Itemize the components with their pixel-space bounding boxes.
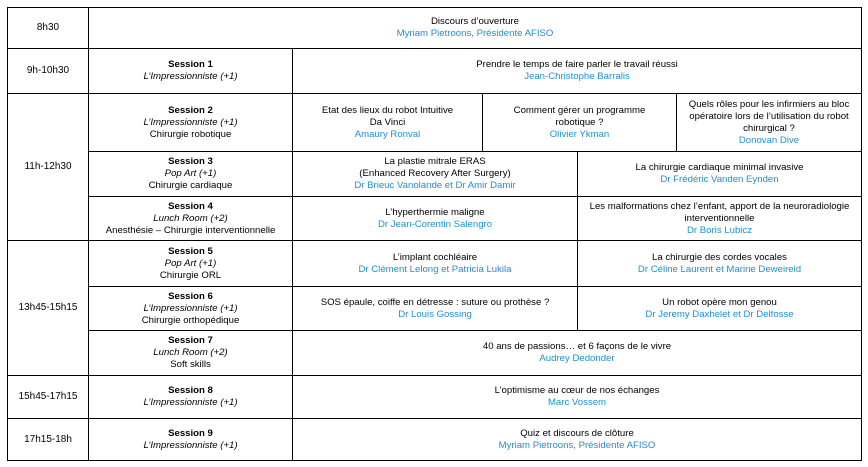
- session-room: Lunch Room (+2): [153, 212, 228, 224]
- talk-title: La chirurgie des cordes vocales: [652, 251, 787, 263]
- session-theme: Chirurgie orthopédique: [141, 314, 240, 326]
- session-theme: Soft skills: [170, 359, 211, 370]
- time-slot-label: 9h-10h30: [26, 65, 70, 76]
- time-slot-cell: [7, 375, 89, 419]
- session-room: L’Impressionniste (+1): [143, 439, 238, 451]
- session-cell: [88, 151, 293, 197]
- session-cell: [88, 196, 293, 241]
- talk-title: La plastie mitrale ERAS (Enhanced Recovery After Surgery): [359, 156, 511, 179]
- session-cell: [88, 286, 293, 331]
- talk-cell: [577, 240, 862, 287]
- session-cell: [88, 375, 293, 419]
- talk-title: La chirurgie cardiaque minimal invasive: [635, 162, 804, 173]
- session-room: L’Impressionniste (+1): [143, 71, 238, 82]
- talk-title: L’implant cochléaire: [392, 251, 478, 263]
- session-room: L’Impressionniste (+1): [143, 397, 238, 408]
- talk-speaker: Dr Clément Lelong et Patricia Lukila: [358, 263, 512, 275]
- talk-speaker: Olivier Ykman: [549, 128, 610, 140]
- talk-cell: [292, 151, 578, 197]
- session-room: Lunch Room (+2): [153, 347, 228, 358]
- session-name: Session 6: [168, 290, 213, 302]
- session-cell: [88, 48, 293, 94]
- talk-speaker: Amaury Ronval: [354, 128, 421, 140]
- talk-speaker: Dr Céline Laurent et Marine Deweireld: [637, 263, 802, 275]
- session-room: L’Impressionniste (+1): [143, 116, 238, 128]
- session-room: L’Impressionniste (+1): [143, 302, 238, 314]
- time-slot-cell: [7, 93, 89, 241]
- talk-speaker: Dr Boris Lubicz: [686, 224, 753, 236]
- session-theme: Anesthésie – Chirurgie interventionnelle: [105, 224, 276, 236]
- session-cell: [88, 93, 293, 152]
- time-slot-cell: [7, 7, 89, 49]
- session-room: Pop Art (+1): [164, 168, 217, 179]
- session-cell: [88, 240, 293, 287]
- talk-cell: [292, 330, 862, 376]
- talk-speaker: Dr Frédéric Vanden Eynden: [660, 174, 779, 185]
- session-name: Session 1: [168, 59, 213, 70]
- talk-speaker: Marc Vossem: [547, 397, 607, 408]
- talk-title: L’hyperthermie maligne: [385, 206, 485, 218]
- time-slot-cell: [7, 48, 89, 94]
- session-theme: Chirurgie ORL: [159, 269, 222, 281]
- talk-title: Discours d’ouverture: [431, 16, 519, 27]
- talk-cell: [292, 240, 578, 287]
- time-slot-cell: [7, 418, 89, 461]
- time-slot-label: 11h-12h30: [24, 161, 72, 172]
- talk-title: Quels rôles pour les infirmiers au bloc opératoire lors de l’utilisation du robot chirurgical ?: [688, 98, 850, 134]
- talk-title: SOS épaule, coiffe en détresse : suture ou prothèse ?: [320, 296, 550, 308]
- session-name: Session 3: [168, 156, 213, 167]
- talk-cell: [577, 286, 862, 331]
- talk-title: L’optimisme au cœur de nos échanges: [494, 385, 660, 396]
- session-name: Session 7: [168, 335, 213, 346]
- time-slot-label: 13h45-15h15: [18, 302, 78, 313]
- talk-cell: [292, 93, 483, 152]
- talk-title: Comment gérer un programme robotique ?: [513, 104, 646, 128]
- talk-cell: [292, 286, 578, 331]
- session-room: Pop Art (+1): [164, 257, 217, 269]
- talk-title: Prendre le temps de faire parler le travail réussi: [476, 59, 678, 70]
- talk-speaker: Audrey Dedonder: [539, 353, 615, 364]
- session-cell: [88, 330, 293, 376]
- talk-cell: [676, 93, 862, 152]
- talk-speaker: Jean-Christophe Barralis: [524, 71, 630, 82]
- talk-title: Quiz et discours de clôture: [520, 427, 634, 439]
- talk-cell: [292, 375, 862, 419]
- time-slot-label: 8h30: [36, 22, 60, 33]
- talk-cell: [88, 7, 862, 49]
- session-name: Session 9: [168, 427, 213, 439]
- session-name: Session 4: [168, 200, 213, 212]
- talk-speaker: Donovan Dive: [738, 134, 800, 146]
- talk-cell: [482, 93, 677, 152]
- session-name: Session 8: [168, 385, 213, 396]
- talk-title: Les malformations chez l’enfant, apport de la neuroradiologie interventionnelle: [589, 200, 850, 224]
- talk-speaker: Myriam Pietroons, Présidente AFISO: [396, 28, 554, 39]
- talk-speaker: Dr Jeremy Daxhelet et Dr Delfosse: [645, 308, 794, 320]
- time-slot-label: 17h15-18h: [24, 433, 72, 445]
- session-name: Session 2: [168, 104, 213, 116]
- session-theme: Chirurgie cardiaque: [148, 180, 233, 191]
- talk-speaker: Myriam Pietroons, Présidente AFISO: [498, 439, 656, 451]
- time-slot-label: 15h45-17h15: [18, 391, 78, 402]
- talk-cell: [577, 151, 862, 197]
- talk-speaker: Dr Jean-Corentin Salengro: [377, 218, 493, 230]
- time-slot-cell: [7, 240, 89, 376]
- talk-cell: [292, 48, 862, 94]
- session-theme: Chirurgie robotique: [149, 128, 232, 140]
- session-cell: [88, 418, 293, 461]
- talk-cell: [292, 418, 862, 461]
- talk-speaker: Dr Brieuc Vanolande et Dr Amir Damir: [354, 180, 516, 191]
- talk-title: Un robot opère mon genou: [662, 296, 777, 308]
- talk-cell: [292, 196, 578, 241]
- session-name: Session 5: [168, 245, 213, 257]
- talk-cell: [577, 196, 862, 241]
- talk-title: Etat des lieux du robot Intuitive Da Vinci: [321, 104, 454, 128]
- talk-speaker: Dr Louis Gossing: [398, 308, 472, 320]
- talk-title: 40 ans de passions… et 6 façons de le vivre: [482, 341, 672, 352]
